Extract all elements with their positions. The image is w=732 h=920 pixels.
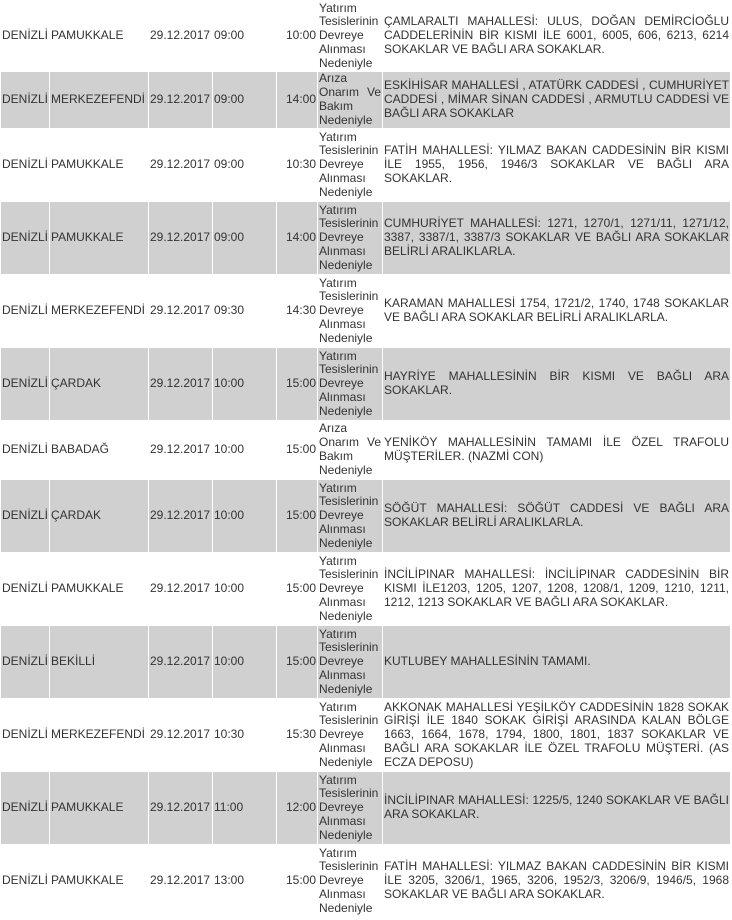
table-row xyxy=(1,772,731,845)
end-time-cell: 15:00 xyxy=(277,480,318,553)
city-cell: DENİZLİ xyxy=(1,626,50,699)
affected-area-cell: FATİH MAHALLESİ: YILMAZ BAKAN CADDESİNİN BİR KISMI İLE 1955, 1956, 1946/3 SOKAKLAR VE BAĞLI ARA SOKAKLAR. xyxy=(383,129,731,202)
end-time-cell: 14:30 xyxy=(277,275,318,348)
start-time-cell: 09:30 xyxy=(213,275,277,348)
affected-area-cell: CUMHURİYET MAHALLESİ: 1271, 1270/1, 1271/11, 1271/12, 3387, 3387/1, 3387/3 SOKAKLAR VE BAĞLI ARA SOKAKLAR BELİRLİ ARALIKLARLA. xyxy=(383,202,731,275)
date-cell: 29.12.2017 xyxy=(149,553,213,626)
affected-area-cell: ÇAMLARALTI MAHALLESİ: ULUS, DOĞAN DEMİRCİOĞLU CADDELERİNİN BİR KISMI İLE 6001, 6005, 606, 6213, 6214 SOKAKLAR VE BAĞLI ARA SOKAKLAR. xyxy=(383,1,731,72)
affected-area-cell: KARAMAN MAHALLESİ 1754, 1721/2, 1740, 1748 SOKAKLAR VE BAĞLI ARA SOKAKLAR BELİRLİ ARALIKLARLA. xyxy=(383,275,731,348)
district-cell: PAMUKKALE xyxy=(50,772,149,845)
end-time-cell: 15:00 xyxy=(277,553,318,626)
district-cell: MERKEZEFENDİ xyxy=(50,72,149,129)
city-cell: DENİZLİ xyxy=(1,772,50,845)
end-time-cell: 15:00 xyxy=(277,845,318,918)
city-cell: DENİZLİ xyxy=(1,72,50,129)
city-cell: DENİZLİ xyxy=(1,845,50,918)
date-cell: 29.12.2017 xyxy=(149,129,213,202)
table-row xyxy=(1,129,731,202)
reason-cell: Yatırım Tesislerinin Devreye Alınması Nedeniyle xyxy=(318,480,383,553)
reason-cell: Yatırım Tesislerinin Devreye Alınması Nedeniyle xyxy=(318,772,383,845)
affected-area-cell: İNCİLİPINAR MAHALLESİ: 1225/5, 1240 SOKAKLAR VE BAĞLI ARA SOKAKLAR. xyxy=(383,772,731,845)
city-cell: DENİZLİ xyxy=(1,699,50,772)
start-time-cell: 10:00 xyxy=(213,421,277,480)
district-cell: BABADAĞ xyxy=(50,421,149,480)
district-cell: MERKEZEFENDİ xyxy=(50,699,149,772)
city-cell: DENİZLİ xyxy=(1,553,50,626)
reason-cell: Yatırım Tesislerinin Devreye Alınması Nedeniyle xyxy=(318,1,383,72)
start-time-cell: 10:00 xyxy=(213,480,277,553)
affected-area-cell: ESKİHİSAR MAHALLESİ , ATATÜRK CADDESİ , CUMHURİYET CADDESİ , MİMAR SİNAN CADDESİ , ARMUTLU CADDESİ VE BAĞLI ARA SOKAKLAR xyxy=(383,72,731,129)
table-row xyxy=(1,845,731,918)
district-cell: BEKİLLİ xyxy=(50,626,149,699)
reason-cell: Yatırım Tesislerinin Devreye Alınması Nedeniyle xyxy=(318,129,383,202)
end-time-cell: 15:00 xyxy=(277,348,318,421)
date-cell: 29.12.2017 xyxy=(149,772,213,845)
city-cell: DENİZLİ xyxy=(1,129,50,202)
district-cell: PAMUKKALE xyxy=(50,1,149,72)
reason-cell: Yatırım Tesislerinin Devreye Alınması Nedeniyle xyxy=(318,275,383,348)
date-cell: 29.12.2017 xyxy=(149,275,213,348)
reason-cell: Yatırım Tesislerinin Devreye Alınması Nedeniyle xyxy=(318,553,383,626)
end-time-cell: 15:00 xyxy=(277,421,318,480)
start-time-cell: 10:30 xyxy=(213,699,277,772)
city-cell: DENİZLİ xyxy=(1,1,50,72)
city-cell: DENİZLİ xyxy=(1,480,50,553)
reason-cell: Yatırım Tesislerinin Devreye Alınması Nedeniyle xyxy=(318,626,383,699)
district-cell: ÇARDAK xyxy=(50,348,149,421)
date-cell: 29.12.2017 xyxy=(149,626,213,699)
table-row xyxy=(1,202,731,275)
affected-area-cell: YENİKÖY MAHALLESİNİN TAMAMI İLE ÖZEL TRAFOLU MÜŞTERİLER. (NAZMİ CON) xyxy=(383,421,731,480)
table-row xyxy=(1,72,731,129)
table-row xyxy=(1,480,731,553)
start-time-cell: 09:00 xyxy=(213,202,277,275)
district-cell: PAMUKKALE xyxy=(50,553,149,626)
affected-area-cell: HAYRİYE MAHALLESİNİN BİR KISMI VE BAĞLI ARA SOKAKLAR. xyxy=(383,348,731,421)
outage-table-body xyxy=(1,1,731,918)
reason-cell: Yatırım Tesislerinin Devreye Alınması Nedeniyle xyxy=(318,845,383,918)
start-time-cell: 09:00 xyxy=(213,1,277,72)
date-cell: 29.12.2017 xyxy=(149,72,213,129)
reason-cell: Yatırım Tesislerinin Devreye Alınması Nedeniyle xyxy=(318,202,383,275)
date-cell: 29.12.2017 xyxy=(149,1,213,72)
table-row xyxy=(1,699,731,772)
district-cell: PAMUKKALE xyxy=(50,202,149,275)
district-cell: PAMUKKALE xyxy=(50,129,149,202)
start-time-cell: 09:00 xyxy=(213,72,277,129)
city-cell: DENİZLİ xyxy=(1,202,50,275)
table-row xyxy=(1,275,731,348)
start-time-cell: 13:00 xyxy=(213,845,277,918)
city-cell: DENİZLİ xyxy=(1,421,50,480)
table-row xyxy=(1,1,731,72)
date-cell: 29.12.2017 xyxy=(149,421,213,480)
start-time-cell: 10:00 xyxy=(213,553,277,626)
district-cell: MERKEZEFENDİ xyxy=(50,275,149,348)
table-row xyxy=(1,553,731,626)
city-cell: DENİZLİ xyxy=(1,275,50,348)
end-time-cell: 10:00 xyxy=(277,1,318,72)
date-cell: 29.12.2017 xyxy=(149,699,213,772)
reason-cell: Arıza Onarım Ve Bakım Nedeniyle xyxy=(318,421,383,480)
table-row xyxy=(1,421,731,480)
end-time-cell: 15:30 xyxy=(277,699,318,772)
end-time-cell: 10:30 xyxy=(277,129,318,202)
reason-cell: Yatırım Tesislerinin Devreye Alınması Nedeniyle xyxy=(318,348,383,421)
start-time-cell: 10:00 xyxy=(213,348,277,421)
affected-area-cell: SÖĞÜT MAHALLESİ: SÖĞÜT CADDESİ VE BAĞLI ARA SOKAKLAR BELİRLİ ARALIKLARLA. xyxy=(383,480,731,553)
end-time-cell: 15:00 xyxy=(277,626,318,699)
city-cell: DENİZLİ xyxy=(1,348,50,421)
date-cell: 29.12.2017 xyxy=(149,845,213,918)
end-time-cell: 12:00 xyxy=(277,772,318,845)
affected-area-cell: İNCİLİPINAR MAHALLESİ: İNCİLİPINAR CADDESİNİN BİR KISMI İLE1203, 1205, 1207, 1208, 1208/1, 1209, 1210, 1211, 1212, 1213 SOKAKLAR VE BAĞLI ARA SOKAKLAR. xyxy=(383,553,731,626)
end-time-cell: 14:00 xyxy=(277,202,318,275)
end-time-cell: 14:00 xyxy=(277,72,318,129)
start-time-cell: 09:00 xyxy=(213,129,277,202)
district-cell: PAMUKKALE xyxy=(50,845,149,918)
affected-area-cell: FATİH MAHALLESİ: YILMAZ BAKAN CADDESİNİN BİR KISMI İLE 3205, 3206/1, 1965, 3206, 1952/3, 3206/9, 1946/5, 1968 SOKAKLAR VE BAĞLI ARA SOKAKLAR. xyxy=(383,845,731,918)
start-time-cell: 11:00 xyxy=(213,772,277,845)
start-time-cell: 10:00 xyxy=(213,626,277,699)
date-cell: 29.12.2017 xyxy=(149,202,213,275)
district-cell: ÇARDAK xyxy=(50,480,149,553)
date-cell: 29.12.2017 xyxy=(149,480,213,553)
affected-area-cell: AKKONAK MAHALLESİ YEŞİLKÖY CADDESİNİN 1828 SOKAK GİRİŞİ İLE 1840 SOKAK GİRİŞİ ARASINDA KALAN BÖLGE 1663, 1664, 1678, 1794, 1800, 1801, 1837 SOKAKLAR VE BAĞLI ARA SOKAKLAR İLE ÖZEL TRAFOLU MÜŞTERİ. (AS ECZA DEPOSU) xyxy=(383,699,731,772)
date-cell: 29.12.2017 xyxy=(149,348,213,421)
table-row xyxy=(1,348,731,421)
reason-cell: Yatırım Tesislerinin Devreye Alınması Nedeniyle xyxy=(318,699,383,772)
reason-cell: Arıza Onarım Ve Bakım Nedeniyle xyxy=(319,71,381,127)
table-row xyxy=(1,626,731,699)
affected-area-cell: KUTLUBEY MAHALLESİNİN TAMAMI. xyxy=(383,626,731,699)
